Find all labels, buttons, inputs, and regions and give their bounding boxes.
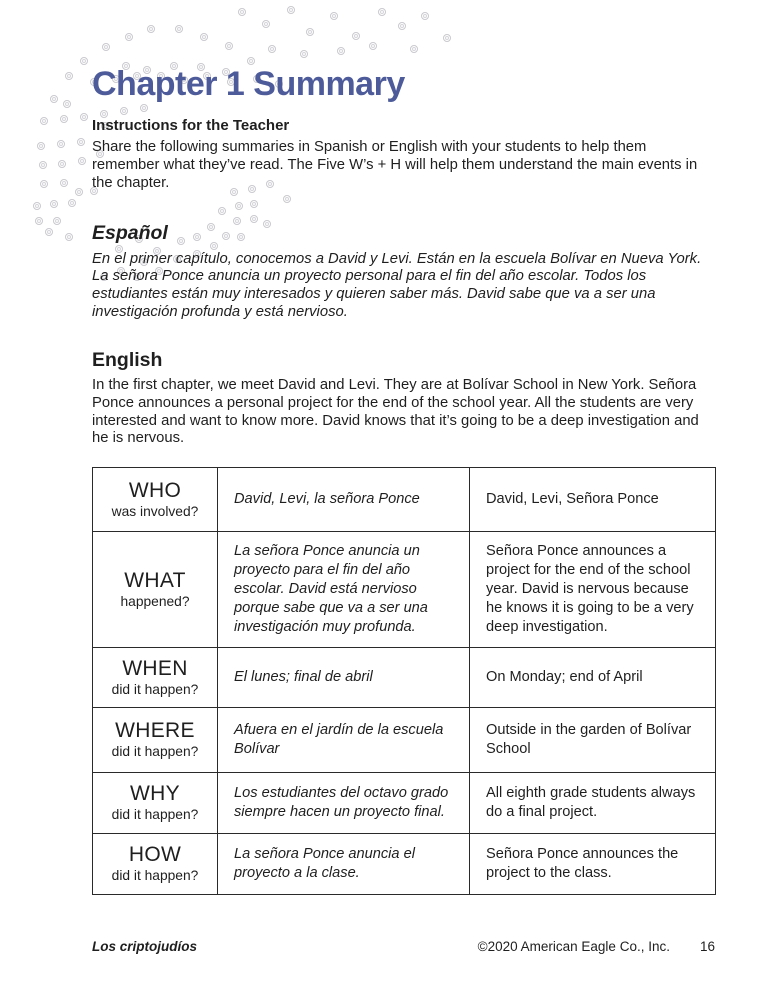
spanish-summary-text: En el primer capítulo, conocemos a David y Levi. Están en la escuela Bolívar en Nueva York. La señora Ponce anuncia un proyecto personal para el fin del año escolar. Todos los estudiantes están muy interesados y quieren saber más. David sabe que va a ser una investigación profunda y está nervioso. (92, 250, 702, 320)
decorative-dot (175, 25, 183, 33)
decorative-dot (147, 25, 155, 33)
section-heading-espanol: Español (92, 222, 168, 245)
decorative-dot (410, 45, 418, 53)
page-footer (92, 939, 715, 954)
section-heading-english: English (92, 348, 163, 371)
row-label-where (93, 707, 218, 772)
table-row-when (93, 647, 716, 707)
page-content (0, 66, 773, 895)
table-row-what (93, 532, 716, 648)
row-label-who (93, 468, 218, 532)
decorative-dot (378, 8, 386, 16)
english-answer-who: David, Levi, Señora Ponce (470, 468, 716, 532)
decorative-dot (443, 34, 451, 42)
spanish-answer-why: Los estudiantes del octavo grado siempre hacen un proyecto final. (218, 772, 470, 833)
table-row-who (93, 468, 716, 532)
decorative-dot (330, 12, 338, 20)
row-label-how (93, 833, 218, 894)
decorative-dot (300, 50, 308, 58)
row-word: WHO (128, 478, 182, 502)
instructions-text: Share the following summaries in Spanish or English with your students to help them remember what they’ve read. The Five W’s + H will help them understand the main events in the chapter. (92, 139, 698, 191)
table-row-how (93, 833, 716, 894)
decorative-dot (225, 42, 233, 50)
footer-copyright: ©2020 American Eagle Co., Inc. (477, 939, 670, 954)
row-word: HOW (128, 843, 182, 867)
decorative-dot (262, 20, 270, 28)
decorative-dot (247, 57, 255, 65)
row-label-why (93, 772, 218, 833)
english-answer-when: On Monday; end of April (470, 647, 716, 707)
decorative-dot (102, 43, 110, 51)
page-title: Chapter 1 Summary (92, 65, 405, 103)
row-word: WHERE (115, 719, 195, 743)
english-answer-how: Señora Ponce announces the project to the class. (470, 833, 716, 894)
row-label-what (93, 532, 218, 648)
spanish-answer-what: La señora Ponce anuncia un proyecto para el fin del año escolar. David está nervioso porque sabe que va a ser una investigación muy profunda. (218, 532, 470, 648)
spanish-answer-where: Afuera en el jardín de la escuela Bolívar (218, 707, 470, 772)
decorative-dot (287, 6, 295, 14)
row-word: WHAT (124, 568, 186, 592)
decorative-dot (369, 42, 377, 50)
decorative-dot (352, 32, 360, 40)
english-answer-why: All eighth grade students always do a final project. (470, 772, 716, 833)
decorative-dot (421, 12, 429, 20)
decorative-dot (125, 33, 133, 41)
row-question: happened? (120, 593, 190, 609)
decorative-dot (306, 28, 314, 36)
footer-right-group (478, 939, 715, 954)
english-answer-where: Outside in the garden of Bolívar School (470, 707, 716, 772)
row-label-when (93, 647, 218, 707)
row-question: did it happen? (111, 681, 199, 697)
instructions-heading: Instructions for the Teacher (92, 117, 290, 135)
decorative-dot (80, 57, 88, 65)
decorative-dot (200, 33, 208, 41)
row-question: did it happen? (111, 807, 199, 823)
decorative-dot (337, 47, 345, 55)
decorative-dot (398, 22, 406, 30)
english-answer-what: Señora Ponce announces a project for the end of the school year. David is nervous because he knows it is going to be a very deep investigation. (470, 532, 716, 648)
row-question: did it happen? (111, 868, 199, 884)
spanish-answer-who: David, Levi, la señora Ponce (218, 468, 470, 532)
decorative-dot (268, 45, 276, 53)
row-word: WHEN (122, 656, 188, 680)
decorative-dot (238, 8, 246, 16)
row-word: WHY (130, 782, 180, 806)
footer-book-title: Los criptojudíos (92, 939, 198, 954)
row-question: did it happen? (111, 744, 199, 760)
table-row-why (93, 772, 716, 833)
footer-page-number: 16 (699, 939, 715, 954)
five-ws-table-body (93, 468, 716, 895)
spanish-answer-how: La señora Ponce anuncia el proyecto a la clase. (218, 833, 470, 894)
five-ws-table (92, 467, 716, 895)
row-question: was involved? (111, 503, 199, 519)
table-row-where (93, 707, 716, 772)
spanish-answer-when: El lunes; final de abril (218, 647, 470, 707)
english-summary-text: In the first chapter, we meet David and Levi. They are at Bolívar School in New York. Señora Ponce announces a personal project for the end of the school year. All the students are very interested and want to know more. David knows that it’s going to be a deep investigation and he is nervous. (92, 377, 699, 447)
